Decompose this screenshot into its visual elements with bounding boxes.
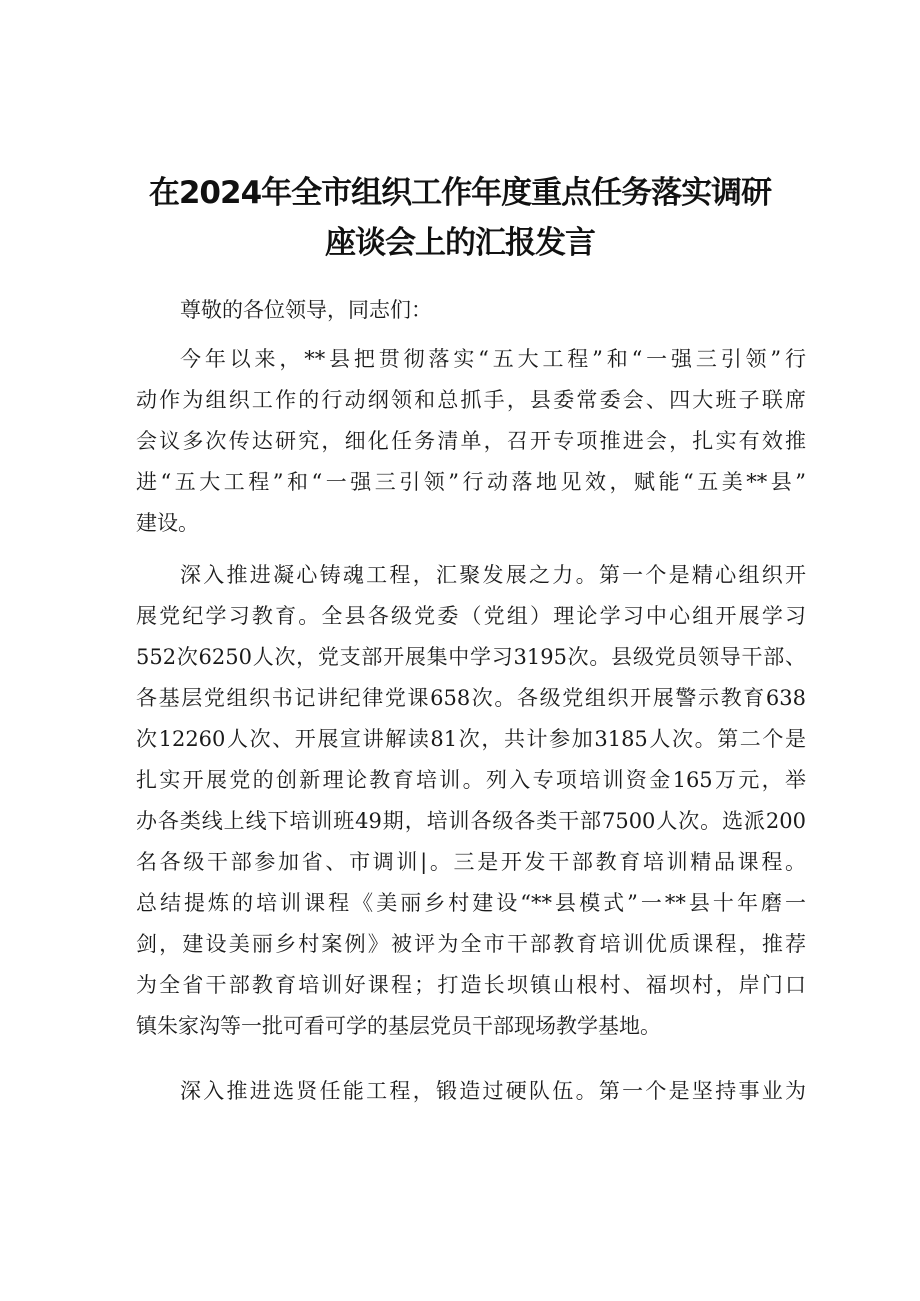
paragraph-line: 动作为组织工作的行动纲领和总抓手，县委常委会、四大班子联席 — [136, 388, 806, 412]
paragraph-line: 名各级干部参加省、市调训|。三是开发干部教育培训精品课程。 — [136, 850, 806, 874]
paragraph-line: 552次6250人次，党支部开展集中学习3195次。县级党员领导干部、 — [136, 645, 806, 669]
paragraph-line: 剑，建设美丽乡村案例》被评为全市干部教育培训优质课程，推荐 — [136, 932, 806, 956]
paragraph-line: 深入推进凝心铸魂工程，汇聚发展之力。第一个是精心组织开 — [180, 563, 806, 587]
paragraph-2 — [136, 555, 806, 1047]
paragraph-line: 今年以来，**县把贯彻落实“五大工程”和“一强三引领”行 — [180, 347, 806, 371]
paragraph-line: 进“五大工程”和“一强三引领”行动落地见效，赋能“五美**县” — [136, 470, 806, 494]
paragraph-line: 建设。 — [136, 511, 199, 535]
greeting-text: 尊敬的各位领导，同志们： — [180, 298, 432, 322]
paragraph-line: 深入推进选贤任能工程，锻造过硬队伍。第一个是坚持事业为 — [180, 1079, 806, 1103]
document-title-line-1: 在2024年全市组织工作年度重点任务落实调研 — [148, 175, 772, 211]
paragraph-line: 扎实开展党的创新理论教育培训。列入专项培训资金165万元，举 — [136, 768, 806, 792]
paragraph-line: 展党纪学习教育。全县各级党委（党组）理论学习中心组开展学习 — [136, 604, 806, 628]
paragraph-line: 为全省干部教育培训好课程；打造长坝镇山根村、福坝村，岸门口 — [136, 973, 806, 997]
paragraph-3 — [136, 1071, 806, 1112]
paragraph-1 — [136, 339, 806, 544]
paragraph-line: 总结提炼的培训课程《美丽乡村建设“**县模式”一**县十年磨一 — [136, 891, 806, 915]
paragraph-line: 办各类线上线下培训班49期，培训各级各类干部7500人次。选派200 — [136, 809, 806, 833]
paragraph-line: 次12260人次、开展宣讲解读81次，共计参加3185人次。第二个是 — [136, 727, 806, 751]
greeting — [136, 290, 806, 331]
document-title-line-2: 座谈会上的汇报发言 — [325, 225, 595, 261]
paragraph-line: 各基层党组织书记讲纪律党课658次。各级党组织开展警示教育638 — [136, 686, 806, 710]
paragraph-line: 镇朱家沟等一批可看可学的基层党员干部现场教学基地。 — [136, 1014, 661, 1038]
paragraph-line: 会议多次传达研究，细化任务清单，召开专项推进会，扎实有效推 — [136, 429, 806, 453]
